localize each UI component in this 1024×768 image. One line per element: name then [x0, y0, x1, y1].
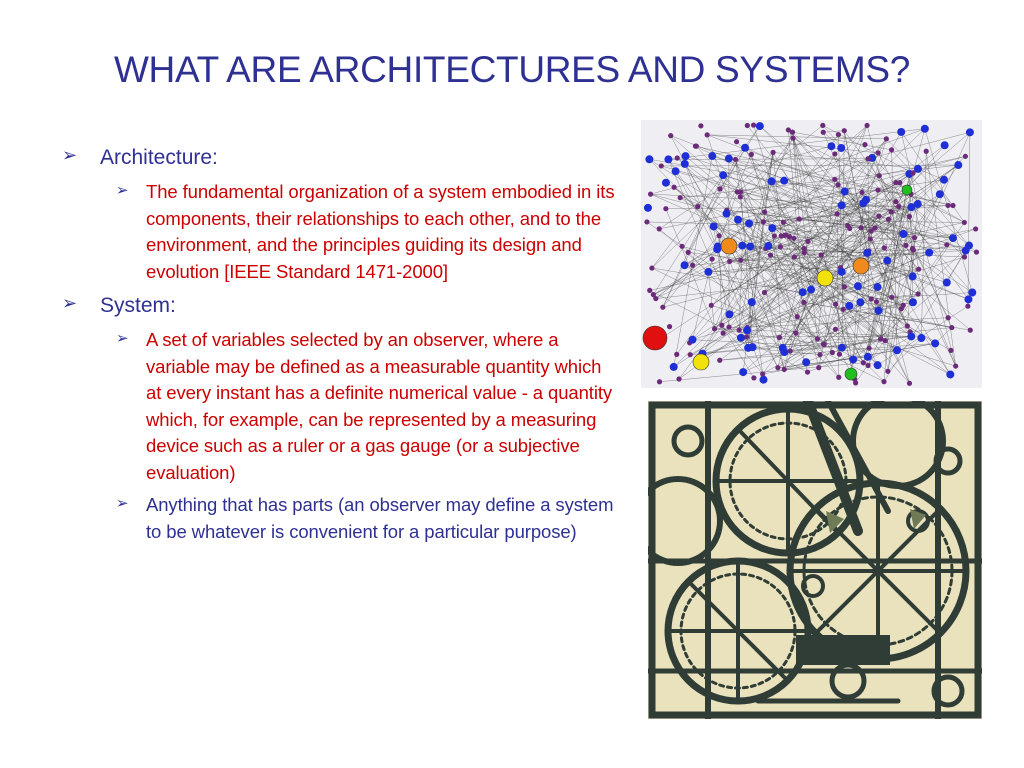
bullet-architecture — [58, 143, 618, 173]
sub-bullet — [58, 327, 618, 486]
definition-system-variables: A set of variables selected by an observer, where a variable may be defined as a measurable quantity which at every instant has a definite numerical value - a quantity which, for example, can be represented by a measuring device such as a ruler or a gas gauge (or a subjective evaluation) — [146, 329, 613, 483]
sub-bullet — [58, 492, 618, 545]
slide-title: WHAT ARE ARCHITECTURES AND SYSTEMS? — [113, 49, 911, 90]
arrow-bullet-icon: ➢ — [116, 182, 129, 199]
definition-architecture: The fundamental organization of a system embodied in its components, their relationships to each other, and to the environment, and the principles guiding its design and evolution [IEEE Standard 1471-2000] — [146, 181, 615, 282]
sub-bullet — [58, 179, 618, 285]
bullet-list — [58, 143, 618, 551]
arrow-bullet-icon: ➢ — [62, 145, 78, 165]
definition-system-parts: Anything that has parts (an observer may define a system to be whatever is convenient for a particular purpose) — [146, 494, 614, 542]
mechanical-clockwork-image — [648, 401, 982, 719]
sublist-architecture — [58, 179, 618, 285]
arrow-bullet-icon: ➢ — [116, 330, 129, 347]
network-graph-image — [641, 120, 982, 388]
arrow-bullet-icon: ➢ — [116, 495, 129, 512]
sublist-system — [58, 327, 618, 545]
arrow-bullet-icon: ➢ — [62, 293, 78, 313]
bullet-label-system: System: — [100, 294, 176, 317]
bullet-label-architecture: Architecture: — [100, 146, 218, 169]
bullet-system — [58, 291, 618, 321]
